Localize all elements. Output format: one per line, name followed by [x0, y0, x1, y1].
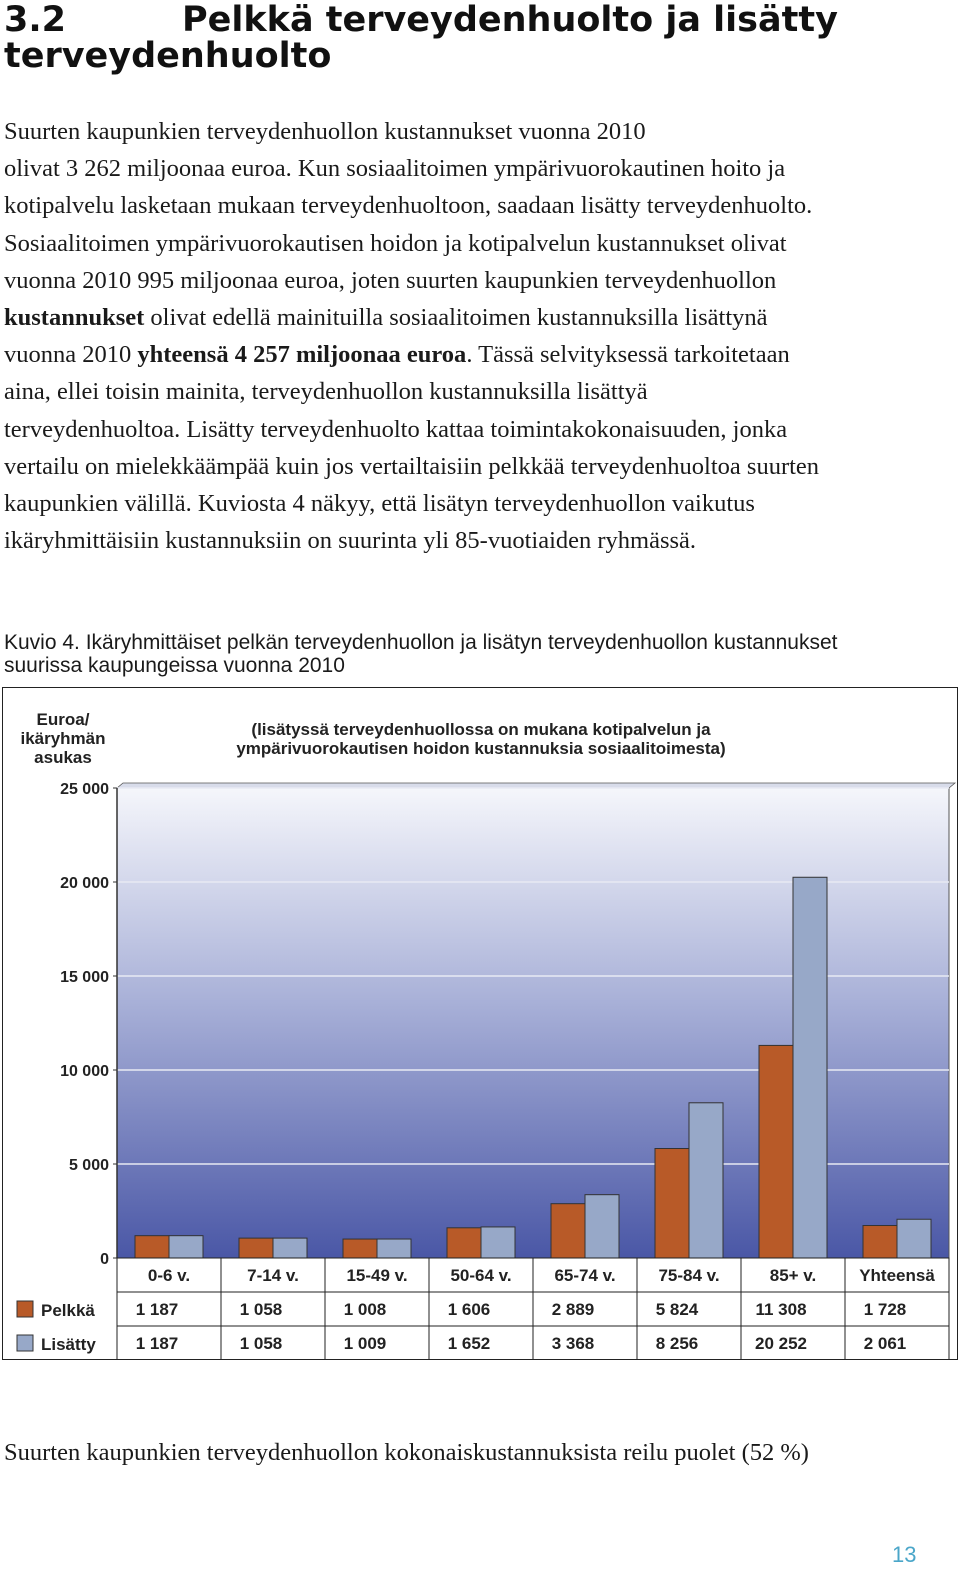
y-axis-label-line: Euroa/: [36, 710, 90, 729]
text-line: vuonna 2010 995 miljoonaa euroa, joten suurten kaupunkien terveydenhuollon: [4, 266, 777, 294]
y-tick-label: 10 000: [60, 1063, 109, 1080]
text-line: terveydenhuoltoa. Lisätty terveydenhuolto kattaa toimintakokonaisuuden, jonka: [4, 415, 788, 443]
data-label: 1 009: [343, 1334, 387, 1353]
body-paragraph: [4, 113, 954, 559]
text-line: ikäryhmittäisiin kustannuksiin on suurinta yli 85-vuotiaiden ryhmässä.: [4, 527, 697, 555]
chart-subtitle: [236, 720, 725, 758]
bold-total: yhteensä 4 257 miljoonaa euroa: [137, 341, 467, 369]
text-line: aina, ellei toisin mainita, terveydenhuollon kustannuksilla lisättyä: [4, 378, 648, 406]
category-label: 7-14 v.: [247, 1266, 299, 1285]
bold-term: kustannukset: [4, 304, 145, 332]
bar-pelkkä-5: [655, 1149, 689, 1258]
y-axis-label: [20, 710, 105, 767]
data-label: 5 824: [655, 1300, 699, 1319]
text-span: vuonna 2010: [4, 341, 138, 369]
data-label: 1 728: [863, 1300, 907, 1319]
bar-lisätty-0: [169, 1236, 203, 1258]
data-table: [17, 1258, 949, 1359]
caption-line: Kuvio 4. Ikäryhmittäiset pelkän terveydenhuollon ja lisätyn terveydenhuollon kustannukset: [4, 631, 838, 654]
text-line: olivat 3 262 miljoonaa euroa. Kun sosiaalitoimen ympärivuorokautinen hoito ja: [4, 155, 786, 183]
text-line: kotipalvelu lasketaan mukaan terveydenhuoltoon, saadaan lisätty terveydenhuolto.: [4, 192, 813, 220]
bar-chart: [3, 688, 957, 1359]
text-line: [4, 336, 954, 373]
page-number: 13: [892, 1542, 917, 1567]
bar-pelkkä-7: [863, 1226, 897, 1258]
bar-lisätty-5: [689, 1103, 723, 1258]
legend-label-lisätty: Lisätty: [41, 1335, 96, 1354]
y-axis-label-line: asukas: [34, 748, 92, 767]
bar-pelkkä-6: [759, 1045, 793, 1258]
bar-lisätty-2: [377, 1239, 411, 1258]
y-tick-label: 20 000: [60, 875, 109, 892]
text-line: vertailu on mielekkäämpää kuin jos vertailtaisiin pelkkää terveydenhuoltoa suurten: [4, 452, 820, 480]
y-tick-label: 25 000: [60, 781, 109, 798]
data-label: 1 652: [447, 1334, 491, 1353]
section-heading: [4, 2, 944, 74]
data-label: 1 058: [239, 1300, 283, 1319]
text-line: [4, 299, 954, 336]
bar-lisätty-7: [897, 1219, 931, 1258]
data-label: 3 368: [551, 1334, 595, 1353]
chart-subtitle-line: ympärivuorokautisen hoidon kustannuksia sosiaalitoimesta): [236, 739, 726, 758]
legend-label-pelkkä: Pelkkä: [41, 1301, 95, 1320]
bar-lisätty-6: [793, 877, 827, 1258]
y-tick-label: 5 000: [68, 1157, 109, 1174]
bar-pelkkä-1: [239, 1238, 273, 1258]
data-label: 2 061: [863, 1334, 907, 1353]
text-line: Suurten kaupunkien terveydenhuollon kokonaiskustannuksista reilu puolet (52 %): [4, 1439, 809, 1466]
bar-pelkkä-3: [447, 1228, 481, 1258]
bar-pelkkä-4: [551, 1204, 585, 1258]
chart-subtitle-line: (lisätyssä terveydenhuollossa on mukana kotipalvelun ja: [251, 720, 711, 739]
category-label: 50-64 v.: [450, 1266, 512, 1285]
data-label: 1 058: [239, 1334, 283, 1353]
bar-lisätty-3: [481, 1227, 515, 1258]
legend-swatch-pelkkä: [17, 1301, 33, 1317]
plot-area: [60, 781, 955, 1268]
bar-lisätty-4: [585, 1195, 619, 1258]
category-label: 75-84 v.: [658, 1266, 720, 1285]
y-axis-label-line: ikäryhmän: [20, 729, 106, 748]
category-label: 0-6 v.: [147, 1266, 191, 1285]
figure-caption: [4, 631, 954, 677]
caption-line: suurissa kaupungeissa vuonna 2010: [4, 654, 345, 677]
data-label: 1 008: [343, 1300, 387, 1319]
data-label: 8 256: [655, 1334, 699, 1353]
data-label: 2 889: [551, 1300, 595, 1319]
data-label: 11 308: [755, 1300, 807, 1319]
body-paragraph-2: [4, 1434, 954, 1471]
text-span: olivat edellä mainituilla sosiaalitoimen kustannuksilla lisättynä: [144, 304, 768, 332]
text-span: . Tässä selvityksessä tarkoitetaan: [466, 341, 790, 369]
data-label: 1 606: [447, 1300, 491, 1319]
bar-pelkkä-2: [343, 1239, 377, 1258]
bar-pelkkä-0: [135, 1236, 169, 1258]
category-label: 15-49 v.: [346, 1266, 408, 1285]
bar-lisätty-1: [273, 1238, 307, 1258]
text-line: Sosiaalitoimen ympärivuorokautisen hoidon ja kotipalvelun kustannukset olivat: [4, 229, 787, 257]
y-tick-label: 15 000: [60, 969, 109, 986]
category-label: Yhteensä: [859, 1266, 935, 1285]
section-title: Pelkkä terveydenhuolto ja lisätty terveydenhuolto: [4, 0, 838, 76]
chart-frame: [2, 687, 958, 1360]
text-line: Suurten kaupunkien terveydenhuollon kustannukset vuonna 2010: [4, 118, 646, 145]
category-label: 85+ v.: [769, 1266, 817, 1285]
data-label: 20 252: [755, 1334, 807, 1353]
category-label: 65-74 v.: [554, 1266, 616, 1285]
legend-swatch-lisätty: [17, 1335, 33, 1351]
text-line: kaupunkien välillä. Kuviosta 4 näkyy, että lisätyn terveydenhuollon vaikutus: [4, 490, 755, 518]
y-tick-label: 0: [100, 1251, 109, 1268]
data-label: 1 187: [135, 1300, 179, 1319]
data-label: 1 187: [135, 1334, 179, 1353]
section-number: 3.2: [4, 0, 67, 40]
